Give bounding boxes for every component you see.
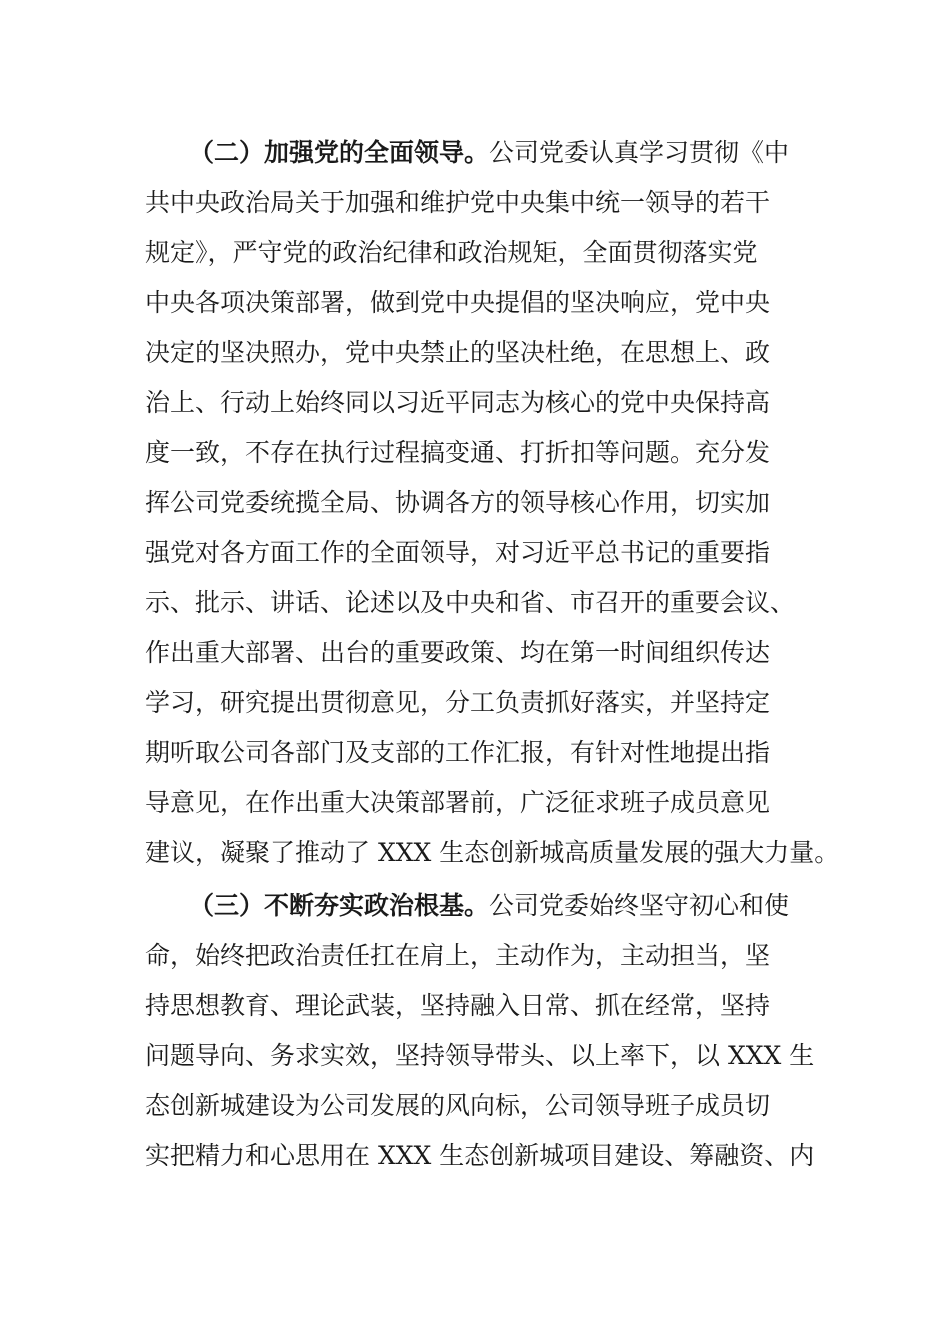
document-body — [145, 128, 845, 1181]
paragraph-line: 治上、行动上始终同以习近平同志为核心的党中央保持高 — [145, 388, 771, 417]
section-heading: （二）加强党的全面领导。 — [189, 138, 490, 167]
paragraph-line: 强党对各方面工作的全面领导，对习近平总书记的重要指 — [145, 538, 771, 567]
paragraph-line: 决定的坚决照办，党中央禁止的坚决杜绝，在思想上、政 — [145, 338, 771, 367]
paragraph-line: 期听取公司各部门及支部的工作汇报，有针对性地提出指 — [145, 738, 771, 767]
paragraph-text: 公司党委认真学习贯彻《中 — [489, 138, 790, 167]
section-heading: （三）不断夯实政治根基。 — [189, 891, 490, 920]
paragraph-line: 中央各项决策部署，做到党中央提倡的坚决响应，党中央 — [145, 288, 771, 317]
paragraph-line: 学习，研究提出贯彻意见，分工负责抓好落实，并坚持定 — [145, 688, 771, 717]
paragraph-line: 作出重大部署、出台的重要政策、均在第一时间组织传达 — [145, 638, 771, 667]
paragraph-line: 命，始终把政治责任扛在肩上，主动作为，主动担当，坚 — [145, 941, 771, 970]
paragraph-line — [145, 881, 845, 931]
paragraph-line: 规定》，严守党的政治纪律和政治规矩，全面贯彻落实党 — [145, 238, 758, 267]
paragraph-line: 挥公司党委统揽全局、协调各方的领导核心作用，切实加 — [145, 488, 771, 517]
paragraph-line: 问题导向、务求实效，坚持领导带头、以上率下，以 XXX 生 — [145, 1041, 815, 1070]
paragraph-line: 示、批示、讲话、论述以及中央和省、市召开的重要会议、 — [145, 588, 796, 617]
paragraph-line — [145, 128, 845, 178]
paragraph-text: 公司党委始终坚守初心和使 — [489, 891, 790, 920]
paragraph-line: 度一致，不存在执行过程搞变通、打折扣等问题。充分发 — [145, 438, 771, 467]
paragraph-line: 持思想教育、理论武装，坚持融入日常、抓在经常，坚持 — [145, 991, 771, 1020]
paragraph-line: 导意见，在作出重大决策部署前，广泛征求班子成员意见 — [145, 788, 771, 817]
paragraph-line: 建议，凝聚了推动了 XXX 生态创新城高质量发展的强大力量。 — [145, 838, 840, 867]
paragraph-line: 共中央政治局关于加强和维护党中央集中统一领导的若干 — [145, 188, 771, 217]
paragraph-line: 实把精力和心思用在 XXX 生态创新城项目建设、筹融资、内 — [145, 1141, 815, 1170]
paragraph-line: 态创新城建设为公司发展的风向标，公司领导班子成员切 — [145, 1091, 771, 1120]
